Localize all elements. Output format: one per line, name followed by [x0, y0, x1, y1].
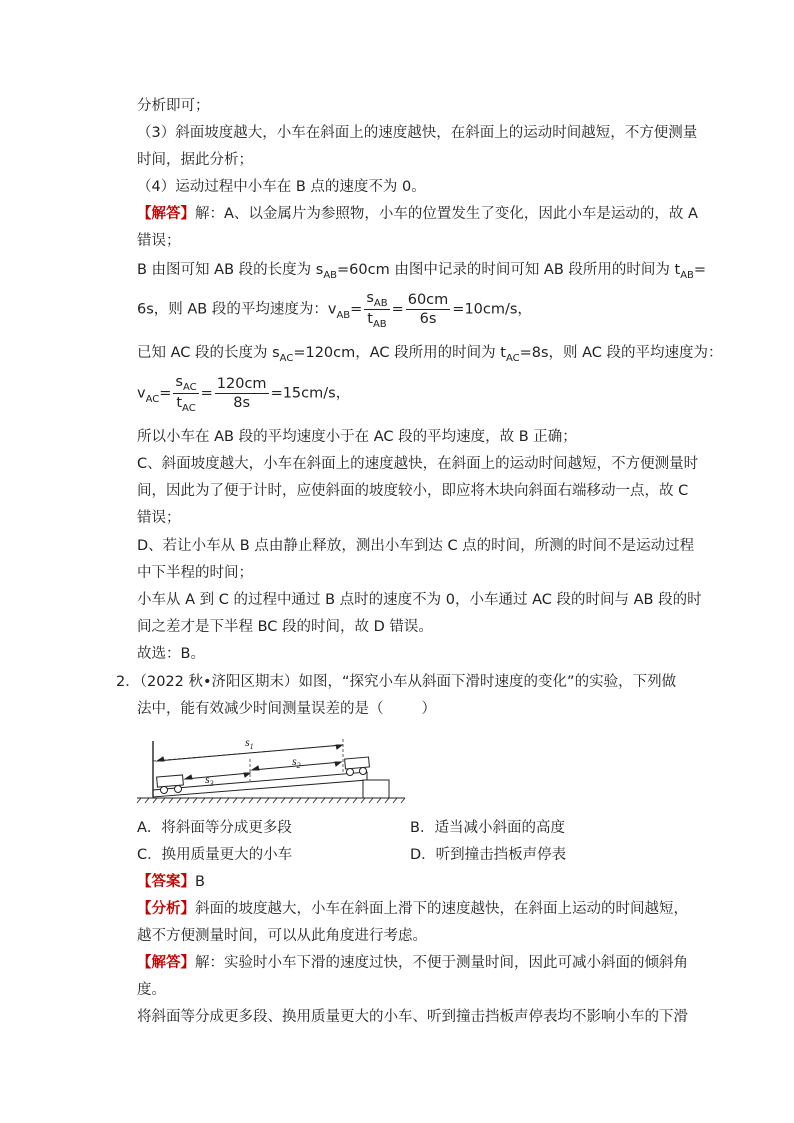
denominator: 6s — [419, 311, 437, 327]
formula-text: =120cm，AC 段所用的时间为 t — [293, 345, 506, 361]
formula-line — [137, 289, 532, 330]
text-line: 间之差才是下半程 BC 段的时间，故 D 错误。 — [137, 619, 433, 635]
text-line: （3）斜面坡度越大，小车在斜面上的速度越快，在斜面上的运动时间越短，不方便测量 — [137, 125, 698, 141]
equals-sign: = — [391, 301, 404, 318]
question-text: （2022 秋•济阳区期末）如图，“探究小车从斜面下滑时速度的变化”的实验，下列做 — [139, 674, 677, 690]
fraction — [215, 375, 269, 412]
fraction — [173, 373, 198, 414]
formula-result: =15cm/s， — [270, 385, 351, 402]
numerator: s — [366, 290, 374, 306]
subscript: AC — [279, 353, 294, 364]
s3-label: $s_3$ — [205, 772, 214, 788]
text-line: 故选：B。 — [137, 646, 205, 662]
text-line: 小车从 A 到 C 的过程中通过 B 点时的速度不为 0，小车通过 AC 段的时间与 AB 段的时 — [137, 592, 702, 608]
s1-label: $s_1$ — [245, 735, 254, 751]
ground-hatch — [137, 798, 405, 803]
numerator: 60cm — [407, 292, 449, 308]
analysis-text: 斜面的坡度越大，小车在斜面上滑下的速度越快，在斜面上运动的时间越短， — [195, 901, 688, 917]
text-line: （4）运动过程中小车在 B 点的速度不为 0。 — [137, 179, 426, 195]
numerator: s — [175, 374, 183, 390]
text-line: 时间，据此分析； — [137, 152, 253, 168]
formula-text: 6s，则 AB 段的平均速度为：v — [137, 301, 337, 318]
formula-line — [137, 343, 723, 365]
equals-sign: = — [159, 385, 172, 402]
solution-line: 将斜面等分成更多段、换用质量更大的小车、听到撞击挡板声停表均不影响小车的下滑 — [137, 1009, 688, 1025]
car-top-wheel — [347, 769, 354, 776]
equals-sign: = — [200, 385, 213, 402]
text-line: 间，因此为了便于计时，应使斜面的坡度较小，即应将木块向斜面右端移动一点，故 C — [137, 483, 689, 499]
subscript: AB — [323, 270, 338, 281]
answer-line — [137, 872, 205, 892]
answer-tag: 【答案】 — [137, 874, 195, 890]
car-bottom-wheel — [175, 786, 182, 793]
option-c[interactable]: C．换用质量更大的小车 — [137, 847, 293, 863]
answer-value: B — [195, 874, 205, 890]
text-line: 分析即可； — [137, 98, 210, 114]
fraction — [406, 291, 451, 328]
subscript: AC — [182, 403, 196, 414]
solution-text: 解：A、以金属片为参照物，小车的位置发生了变化，因此小车是运动的，故 A — [195, 206, 698, 222]
subscript: AB — [680, 270, 694, 281]
text-line: D、若让小车从 B 点由静止释放，测出小车到达 C 点的时间，所测的时间不是运动过程 — [137, 538, 695, 554]
question-text: ） — [421, 701, 436, 717]
car-bottom-wheel — [161, 787, 168, 794]
formula-line — [137, 260, 706, 282]
subscript: AC — [145, 393, 160, 405]
solution-line — [137, 953, 688, 973]
denominator: t — [176, 395, 183, 411]
option-d[interactable]: D．听到撞击挡板声停表 — [410, 847, 567, 863]
formula-text: 已知 AC 段的长度为 s — [137, 345, 280, 361]
formula-result: =10cm/s， — [452, 301, 532, 318]
formula-text: = — [693, 262, 707, 278]
solution-line: 度。 — [137, 982, 166, 998]
fraction — [364, 289, 389, 330]
incline-board — [153, 772, 367, 797]
question-stem — [116, 672, 676, 692]
analysis-line — [137, 899, 688, 919]
solution-tag: 【解答】 — [137, 206, 195, 222]
subscript: AB — [373, 298, 388, 309]
text-line: 所以小车在 AB 段的平均速度小于在 AC 段的平均速度，故 B 正确； — [137, 429, 577, 445]
question-number: 2． — [116, 674, 140, 690]
analysis-line: 越不方便测量时间，可以从此角度进行考虑。 — [137, 928, 427, 944]
text-line: 错误； — [137, 510, 181, 526]
formula-line — [137, 373, 350, 414]
denominator: 8s — [233, 395, 251, 411]
formula-text: =60cm 由图中记录的时间可知 AB 段所用的时间为 t — [337, 262, 681, 278]
subscript: AC — [505, 353, 520, 364]
support-block — [363, 780, 389, 798]
option-b[interactable]: B．适当减小斜面的高度 — [410, 820, 565, 836]
solution-text: 解：实验时小车下滑的速度过快，不便于测量时间，因此可减小斜面的倾斜角 — [195, 955, 688, 971]
formula-text: =8s，则 AC 段的平均速度为： — [519, 345, 723, 361]
subscript: AB — [372, 319, 387, 330]
car-top-wheel — [360, 768, 367, 775]
text-line: 错误； — [137, 233, 181, 249]
equals-sign: = — [350, 301, 363, 318]
analysis-tag: 【分析】 — [137, 901, 195, 917]
formula-text: B 由图可知 AB 段的长度为 s — [137, 262, 324, 278]
text-line: C、斜面坡度越大，小车在斜面上的速度越快，在斜面上的运动时间越短，不方便测量时 — [137, 456, 699, 472]
question-text: 法中，能有效减少时间测量误差的是（ — [137, 701, 384, 717]
option-a[interactable]: A．将斜面等分成更多段 — [137, 820, 292, 836]
incline-diagram — [135, 727, 410, 807]
solution-line — [137, 204, 698, 224]
question-stem — [137, 699, 436, 719]
text-line: 中下半程的时间； — [137, 565, 253, 581]
subscript: AC — [182, 382, 197, 393]
denominator: t — [367, 311, 373, 327]
car-top — [345, 757, 370, 769]
s2-label: $s_2$ — [292, 754, 301, 770]
formula-text: v — [137, 385, 146, 402]
s3-arrow — [185, 773, 250, 779]
subscript: AB — [336, 309, 351, 321]
numerator: 120cm — [216, 376, 267, 392]
solution-tag: 【解答】 — [137, 955, 195, 971]
